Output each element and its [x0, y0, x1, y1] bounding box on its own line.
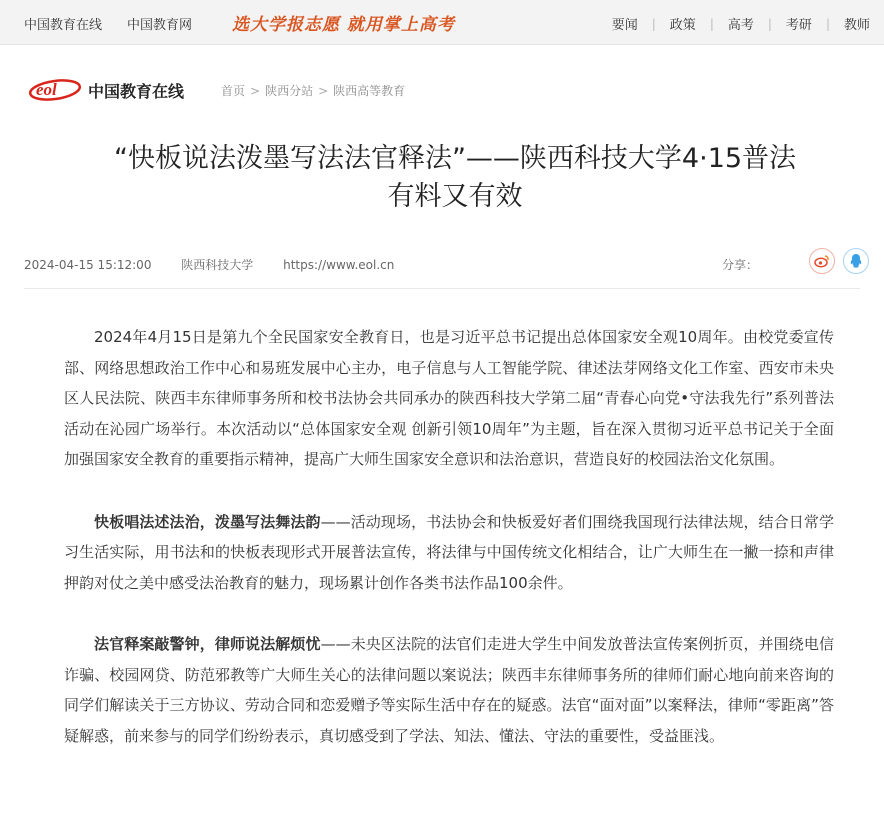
- breadcrumb-home[interactable]: 首页: [221, 84, 246, 98]
- breadcrumb-arrow: >: [250, 84, 261, 98]
- paragraph-text: ——未央区法院的法官们走进大学生中间发放普法宣传案例折页，并围绕电信诈骗、校园网贷、防范邪教等广大师生关心的法律问题以案说法；陕西丰东律师事务所的律师们耐心地向前来咨询的同学们解读关于三方协议、劳动合同和恋爱赠予等实际生活中存在的疑惑。法官“面对面”以案释法，律师“零距离”答疑解惑，前来参与的同学们纷纷表示，真切感受到了学法、知法、懂法、守法的重要性，受益匪浅。: [64, 635, 834, 745]
- publish-datetime: 2024-04-15 15:12:00: [24, 258, 152, 272]
- article-meta: [24, 256, 420, 273]
- top-nav: [598, 14, 884, 33]
- share-label: 分享：: [722, 258, 759, 272]
- weibo-share-button[interactable]: [809, 248, 835, 274]
- nav-item-gaokao[interactable]: 高考: [727, 18, 754, 33]
- nav-separator: |: [767, 16, 772, 31]
- page-title: [40, 140, 870, 216]
- top-bar: [0, 0, 884, 45]
- nav-item-news[interactable]: 要闻: [611, 18, 638, 33]
- breadcrumb-arrow: >: [318, 84, 329, 98]
- article-paragraph: [64, 629, 834, 751]
- paragraph-text: 2024年4月15日是第九个全民国家安全教育日，也是习近平总书记提出总体国家安全观10周年。由校党委宣传部、网络思想政治工作中心和易班发展中心主办，电子信息与人工智能学院、律述法芽网络文化工作室、西安市未央区人民法院、陕西丰东律师事务所和校书法协会共同承办的陕西科技大学第二届“青春心向党•守法我先行”系列普法活动在沁园广场举行。本次活动以“总体国家安全观 创新引领10周年”为主题，旨在深入贯彻习近平总书记关于全面加强国家安全教育的重要指示精神，提高广大师生国家安全意识和法治意识，营造良好的校园法治文化氛围。: [64, 328, 834, 468]
- qq-icon: [849, 253, 863, 269]
- nav-item-policy[interactable]: 政策: [669, 18, 696, 33]
- top-link-eol-net[interactable]: 中国教育网: [127, 18, 193, 33]
- breadcrumb-higher-edu[interactable]: 陕西高等教育: [333, 84, 406, 98]
- eol-logo[interactable]: [28, 76, 82, 102]
- nav-separator: |: [825, 16, 830, 31]
- nav-item-kaoyan[interactable]: 考研: [785, 18, 812, 33]
- article-paragraph: [64, 322, 834, 475]
- weibo-icon: [814, 254, 830, 268]
- paragraph-lead: 快板唱法述法治，泼墨写法舞法韵: [94, 512, 321, 531]
- breadcrumb-shaanxi[interactable]: 陕西分站: [265, 84, 314, 98]
- logo-text[interactable]: 中国教育在线: [88, 82, 185, 101]
- logo-mark: eol: [36, 80, 57, 99]
- paragraph-text: ——活动现场，书法协会和快板爱好者们围绕我国现行法律法规，结合日常学习生活实际，用书法和的快板表现形式开展普法宣传，将法律与中国传统文化相结合，让广大师生在一撇一捺和声律押韵对仗之美中感受法治教育的魅力，现场累计创作各类书法作品100余件。: [64, 512, 834, 592]
- nav-separator: |: [709, 16, 714, 31]
- paragraph-lead: 法官释案敲警钟，律师说法解烦忧: [94, 635, 321, 653]
- article-body: [64, 322, 834, 782]
- slogan-banner[interactable]: 选大学报志愿 就用掌上高考: [232, 15, 455, 35]
- nav-item-teacher[interactable]: 教师: [843, 18, 870, 33]
- article-paragraph: [64, 507, 834, 599]
- page-title-line1: “快板说法泼墨写法法官释法”——陕西科技大学4·15普法: [113, 143, 797, 174]
- breadcrumb: [221, 82, 405, 99]
- top-link-eol-online[interactable]: 中国教育在线: [24, 18, 103, 33]
- meta-divider: [24, 288, 860, 289]
- qq-share-button[interactable]: [843, 248, 869, 274]
- source-url[interactable]: https://www.eol.cn: [283, 258, 395, 272]
- nav-separator: |: [651, 16, 656, 31]
- page-title-line2: 有料又有效: [387, 181, 523, 212]
- article-source: 陕西科技大学: [181, 258, 254, 272]
